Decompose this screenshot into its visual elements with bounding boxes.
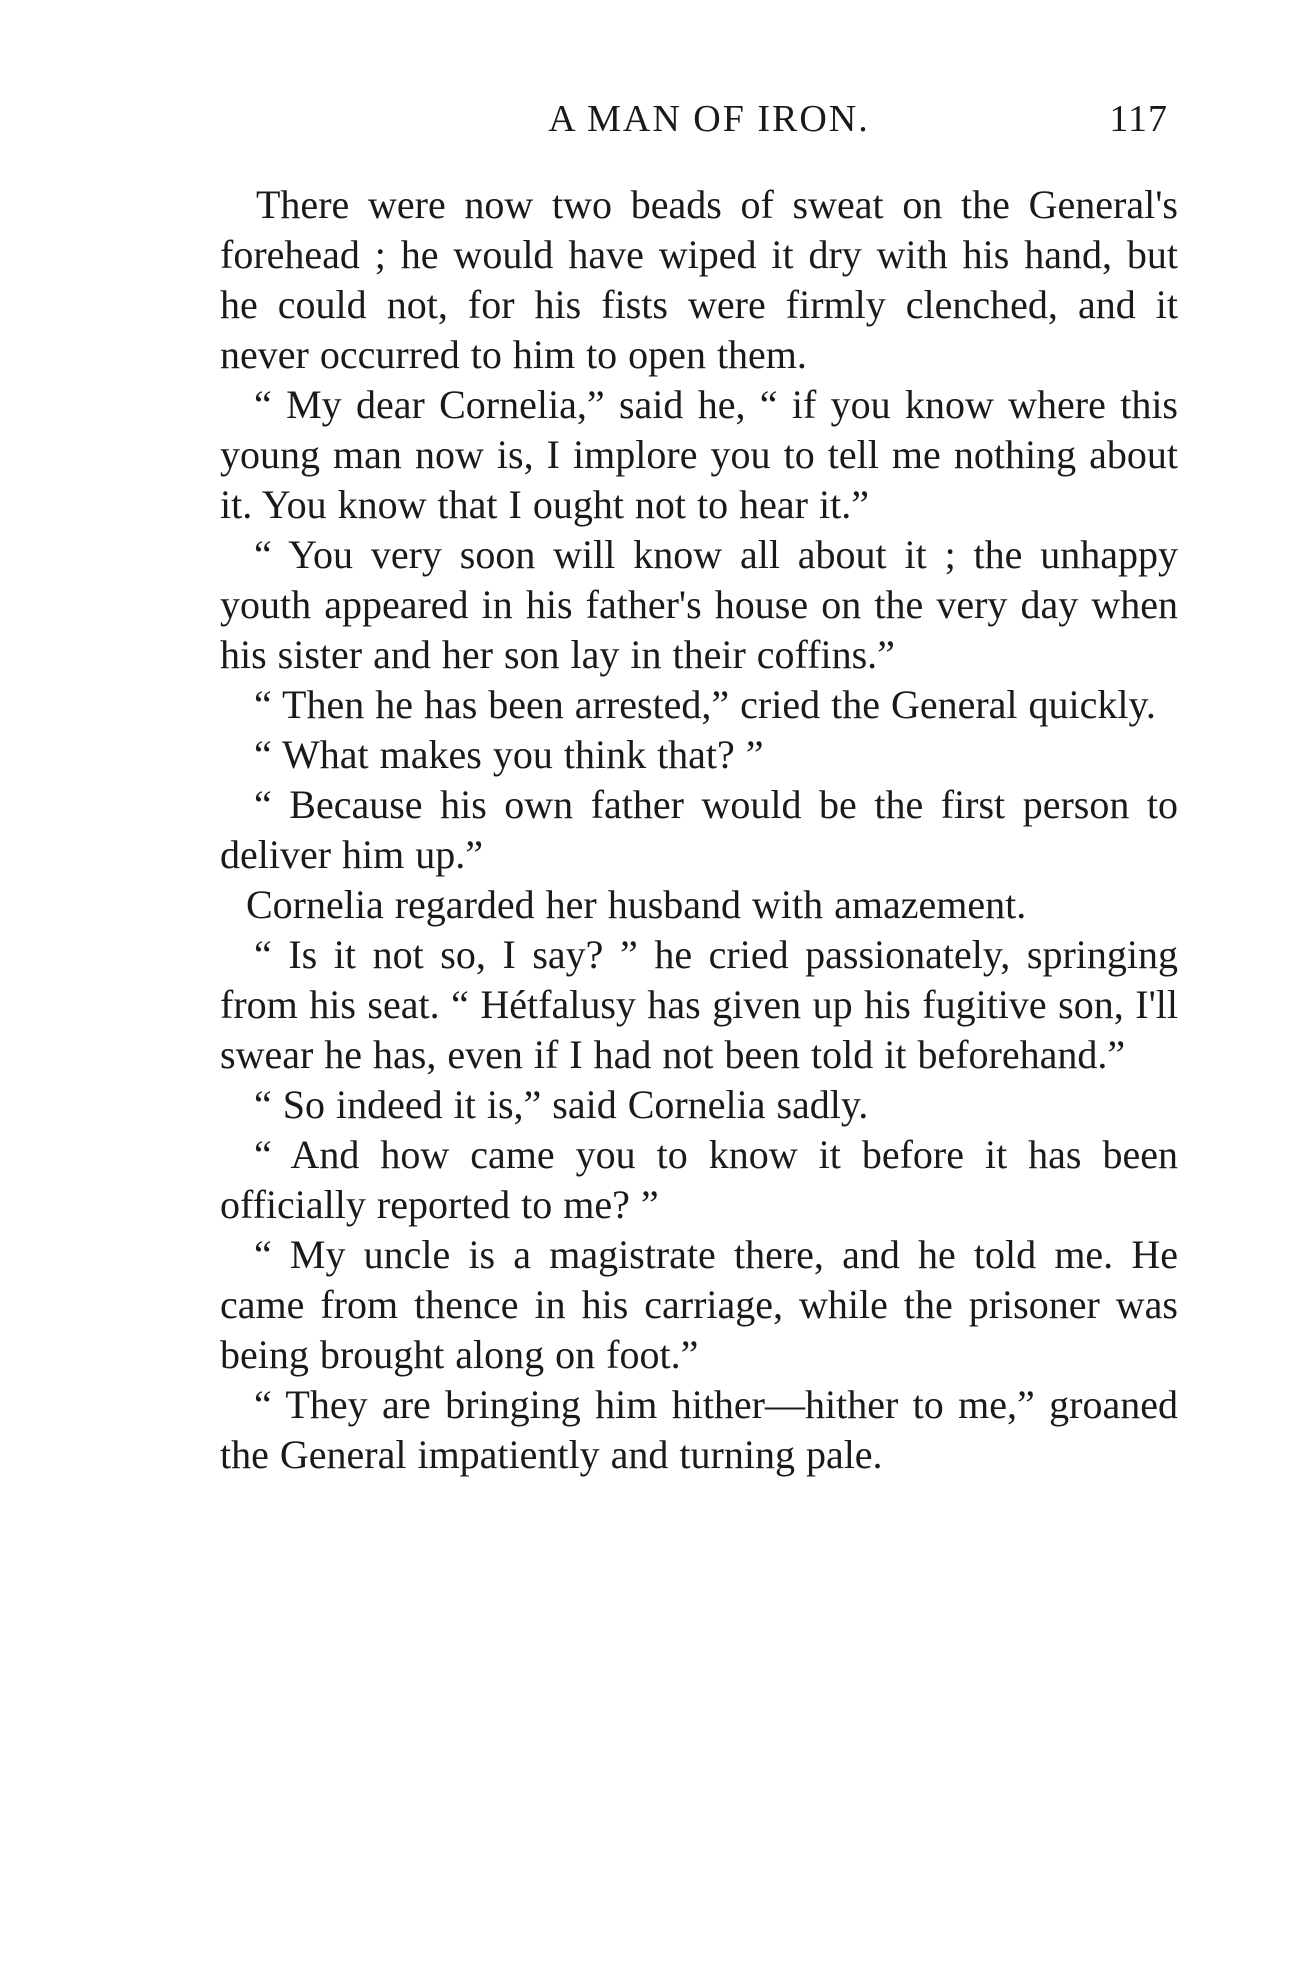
paragraph: “ Is it not so, I say? ” he cried passionately, springing from his seat. “ Hétfalusy has given up his fugitive son, I'll swear he has, even if I had not been told it beforehand.” — [220, 932, 1178, 1077]
paragraph: “ They are bringing him hither—hither to me,” groaned the General impatiently and turning pale. — [220, 1382, 1178, 1477]
paragraph: “ My uncle is a magistrate there, and he told me. He came from thence in his carriage, while the prisoner was being brought along on foot.” — [220, 1232, 1178, 1377]
paragraph: There were now two beads of sweat on the General's forehead ; he would have wiped it dry with his hand, but he could not, for his fists were firmly clenched, and it never occurred to him to open them. — [220, 182, 1178, 377]
paragraph: “ What makes you think that? ” — [254, 732, 764, 777]
paragraph: “ Then he has been arrested,” cried the General quickly. — [254, 682, 1156, 727]
paragraph: “ And how came you to know it before it has been officially reported to me? ” — [220, 1132, 1178, 1227]
paragraph: “ My dear Cornelia,” said he, “ if you know where this young man now is, I implore you to tell me nothing about it. You know that I ought not to hear it.” — [220, 382, 1178, 527]
paragraph: Cornelia regarded her husband with amazement. — [246, 882, 1027, 927]
running-header — [230, 94, 1188, 144]
page-number: 117 — [1109, 98, 1168, 140]
paragraph: “ Because his own father would be the first person to deliver him up.” — [220, 782, 1178, 877]
running-title: A MAN OF IRON. — [548, 98, 870, 140]
body-text — [220, 180, 1178, 1480]
paragraph: “ You very soon will know all about it ; the unhappy youth appeared in his father's house on the very day when his sister and her son lay in their coffins.” — [220, 532, 1178, 677]
paragraph: “ So indeed it is,” said Cornelia sadly. — [254, 1082, 869, 1127]
